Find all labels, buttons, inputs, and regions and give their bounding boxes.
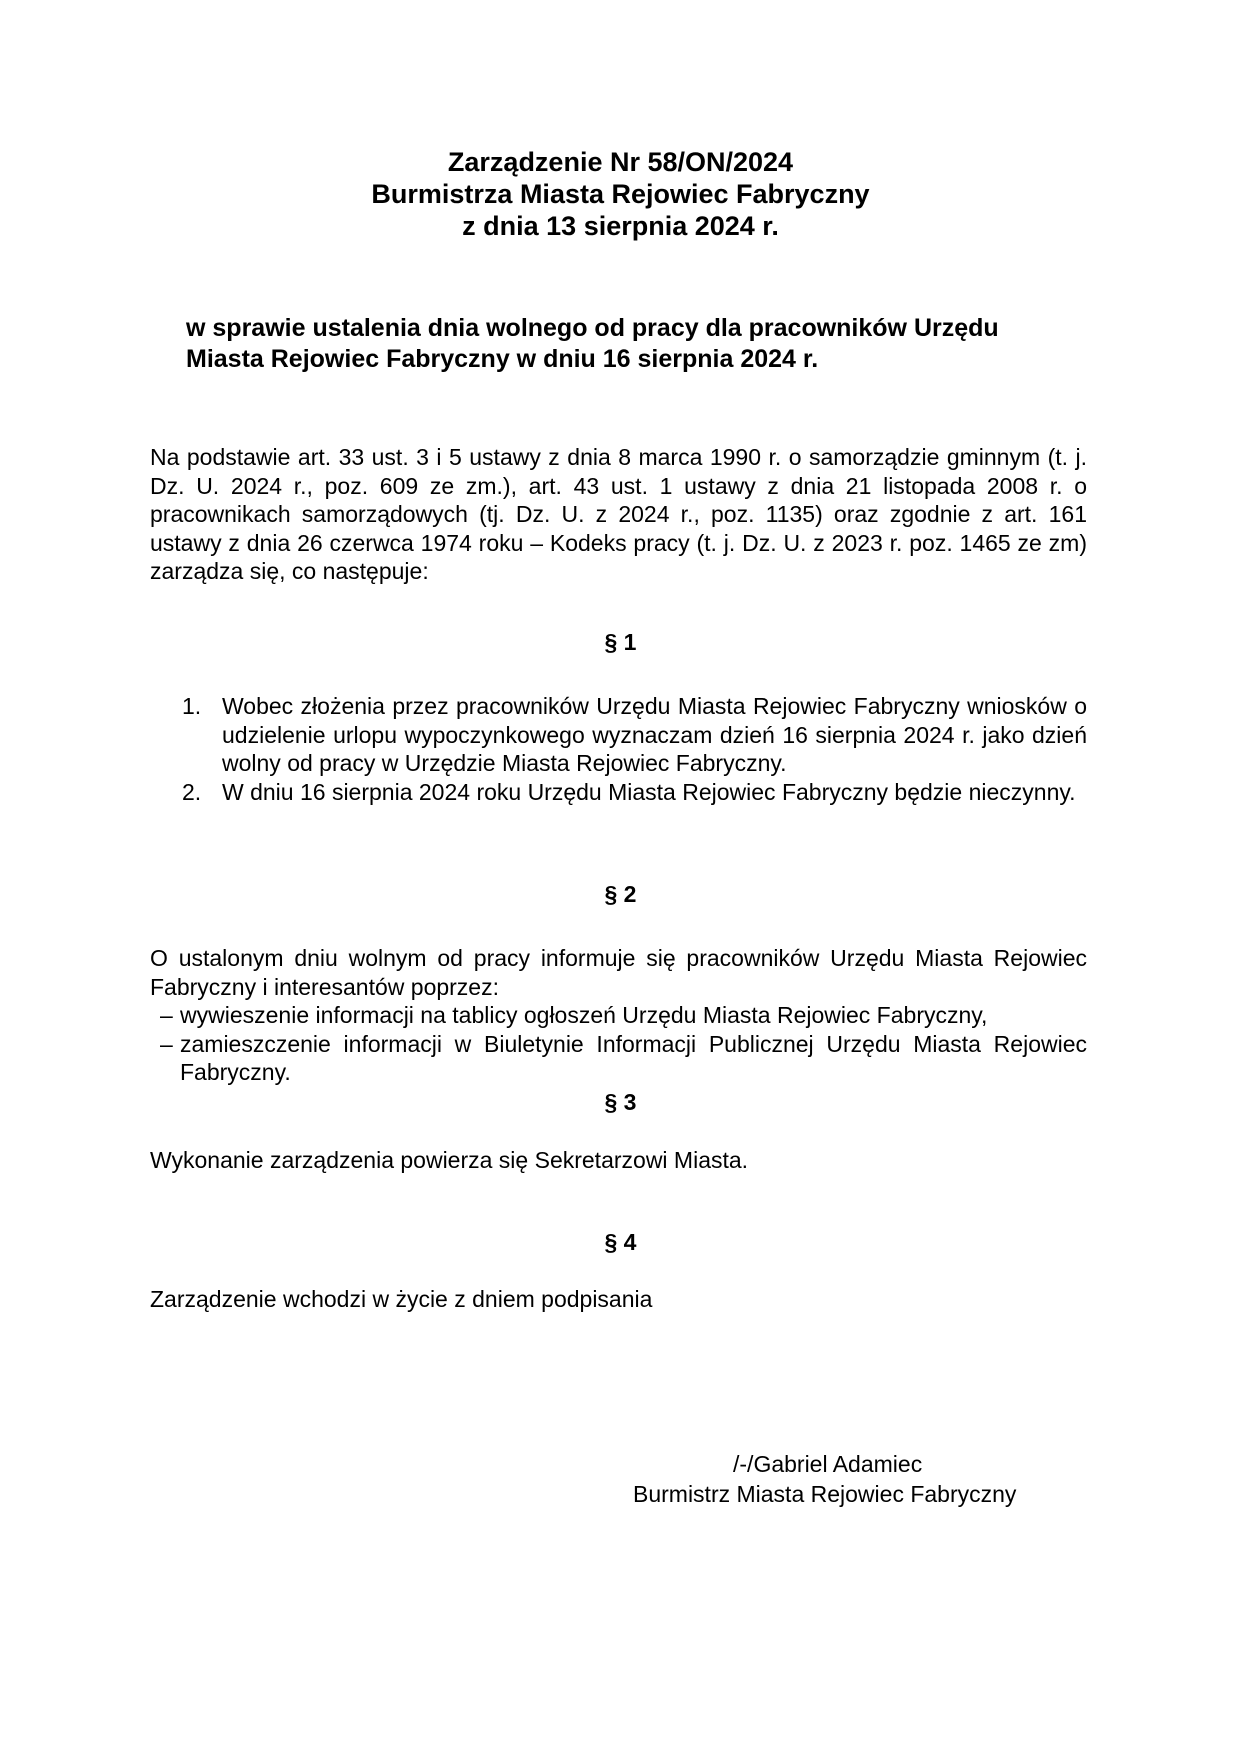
signatory-name: /-/Gabriel Adamiec <box>733 1451 923 1477</box>
section-3-heading: § 3 <box>604 1089 637 1115</box>
section-4-heading: § 4 <box>604 1229 637 1255</box>
section-2-dash-list <box>160 1001 1087 1087</box>
list-item-number: 2. <box>182 778 202 805</box>
list-item-text: zamieszczenie informacji w Biuletynie Informacji Publicznej Urzędu Miasta Rejowiec Fabryczny. <box>180 1030 1087 1085</box>
document-subject <box>186 313 1086 375</box>
list-item-text: Wobec złożenia przez pracowników Urzędu Miasta Rejowiec Fabryczny wniosków o udzielenie urlopu wypoczynkowego wyznaczam dzień 16 sierpnia 2024 r. jako dzień wolny od pracy w Urzędzie Miasta Rejowiec Fabryczny. <box>222 693 1087 776</box>
section-1-list <box>182 692 1087 806</box>
dash-bullet: – <box>160 1030 173 1057</box>
list-item <box>182 778 1087 807</box>
title-line-date: z dnia 13 sierpnia 2024 r. <box>462 211 779 241</box>
list-item-number: 1. <box>182 693 202 719</box>
section-4-text: Zarządzenie wchodzi w życie z dniem podpisania <box>150 1286 653 1312</box>
document-title <box>0 146 1241 242</box>
title-line-order-number: Zarządzenie Nr 58/ON/2024 <box>447 147 794 177</box>
subject-line-1: w sprawie ustalenia dnia wolnego od pracy dla pracowników Urzędu <box>186 314 999 342</box>
section-2-intro: O ustalonym dniu wolnym od pracy informuje się pracowników Urzędu Miasta Rejowiec Fabryczny i interesantów poprzez: <box>150 945 1087 1000</box>
list-item <box>182 692 1087 778</box>
list-item <box>160 1001 1087 1030</box>
list-item-text: W dniu 16 sierpnia 2024 roku Urzędu Miasta Rejowiec Fabryczny będzie nieczynny. <box>222 778 1076 805</box>
list-item <box>160 1030 1087 1087</box>
section-2-heading: § 2 <box>604 881 637 907</box>
list-item-text: wywieszenie informacji na tablicy ogłoszeń Urzędu Miasta Rejowiec Fabryczny, <box>180 1002 988 1028</box>
subject-line-2: Miasta Rejowiec Fabryczny w dniu 16 sierpnia 2024 r. <box>186 345 819 373</box>
legal-basis-preamble: Na podstawie art. 33 ust. 3 i 5 ustawy z dnia 8 marca 1990 r. o samorządzie gminnym (t. j. Dz. U. 2024 r., poz. 609 ze zm.), art. 43 ust. 1 ustawy z dnia 21 listopada 2008 r. o pracownikach samorządowych (tj. Dz. U. z 2024 r., poz. 1135) oraz zgodnie z art. 161 ustawy z dnia 26 czerwca 1974 roku – Kodeks pracy (t. j. Dz. U. z 2023 r. poz. 1465 ze zm) zarządza się, co następuje: <box>150 444 1087 584</box>
section-3-text: Wykonanie zarządzenia powierza się Sekretarzowi Miasta. <box>150 1147 749 1173</box>
title-line-issuer: Burmistrza Miasta Rejowiec Fabryczny <box>371 179 870 209</box>
section-1-heading: § 1 <box>604 629 637 655</box>
dash-bullet: – <box>160 1002 173 1028</box>
signature-block <box>560 1450 1160 1508</box>
signatory-title: Burmistrz Miasta Rejowiec Fabryczny <box>633 1481 1017 1507</box>
